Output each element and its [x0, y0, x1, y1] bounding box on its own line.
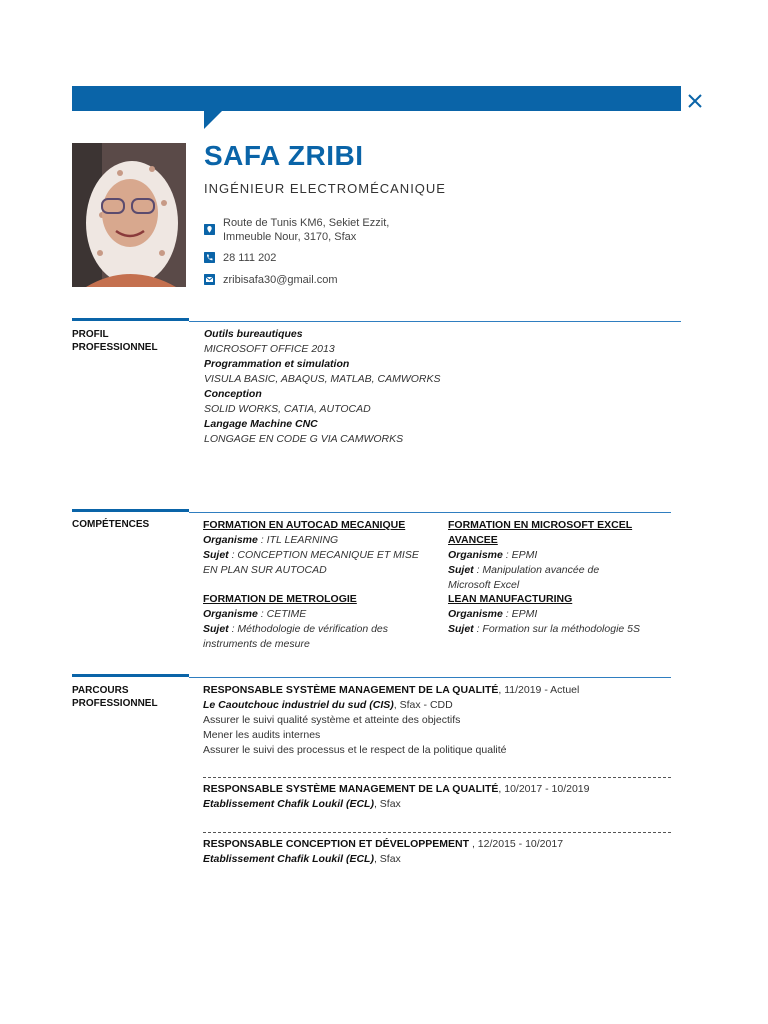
label-line: PROFESSIONNEL: [72, 698, 158, 709]
section-divider: [189, 677, 671, 678]
address-line-2: Immeuble Nour, 3170, Sfax: [223, 231, 357, 243]
profil-detail: VISULA BASIC, ABAQUS, MATLAB, CAMWORKS: [204, 373, 441, 385]
subject-value: : Manipulation avancée de: [473, 564, 600, 576]
section-accent-bar: [72, 318, 189, 321]
job-entry: [203, 782, 673, 812]
org-label: Organisme: [448, 608, 503, 620]
profil-heading: Conception: [204, 388, 262, 400]
job-period: , 10/2017 - 10/2019: [498, 783, 590, 795]
competence-title: FORMATION EN AUTOCAD MECANIQUE: [203, 519, 406, 531]
job-period: , 11/2019 - Actuel: [498, 684, 580, 696]
job-company: Etablissement Chafik Loukil (ECL): [203, 798, 374, 810]
job-entry: [203, 683, 673, 758]
org-label: Organisme: [203, 608, 258, 620]
profil-heading: Programmation et simulation: [204, 358, 350, 370]
subject-value: : Formation sur la méthodologie 5S: [473, 623, 641, 635]
job-entry: [203, 837, 673, 867]
section-label-profil: [72, 328, 158, 354]
job-location: , Sfax: [373, 853, 401, 865]
job-location: , Sfax - CDD: [393, 699, 453, 711]
profil-list: [204, 327, 441, 447]
section-divider: [189, 512, 671, 513]
profil-detail: LONGAGE EN CODE G VIA CAMWORKS: [204, 433, 404, 445]
profil-heading: Outils bureautiques: [204, 328, 303, 340]
section-label-parcours: [72, 684, 158, 710]
section-label-competences: COMPÉTENCES: [72, 519, 150, 530]
competence-title: FORMATION EN MICROSOFT EXCEL: [448, 519, 633, 531]
phone-icon: [204, 252, 215, 263]
job-location: , Sfax: [373, 798, 401, 810]
job-position: RESPONSABLE SYSTÈME MANAGEMENT DE LA QUALITÉ: [203, 684, 499, 696]
subject-label: Sujet: [203, 549, 229, 561]
org-value: : CETIME: [257, 608, 307, 620]
org-value: : ITL LEARNING: [257, 534, 339, 546]
address: [223, 216, 389, 244]
label-line: PROFIL: [72, 329, 109, 340]
phone-number[interactable]: 28 111 202: [223, 252, 277, 264]
header-band-notch: [204, 111, 222, 129]
subject-label: Sujet: [448, 623, 474, 635]
job-period: , 12/2015 - 10/2017: [469, 838, 564, 850]
job-separator: [203, 832, 671, 833]
job-company: Le Caoutchouc industriel du sud (CIS): [203, 699, 394, 711]
competence-item: [448, 592, 678, 637]
org-label: Organisme: [203, 534, 258, 546]
subject-label: Sujet: [448, 564, 474, 576]
subject-label: Sujet: [203, 623, 229, 635]
location-pin-icon: [204, 224, 215, 235]
competence-item: [448, 518, 678, 593]
job-separator: [203, 777, 671, 778]
competence-item: [203, 518, 435, 578]
header-band: [72, 86, 681, 111]
section-accent-bar: [72, 674, 189, 677]
job-position: RESPONSABLE CONCEPTION ET DÉVELOPPEMENT: [203, 838, 470, 850]
section-divider: [189, 321, 681, 322]
competence-title: LEAN MANUFACTURING: [448, 593, 573, 605]
subject-value-cont: instruments de mesure: [203, 638, 310, 650]
label-line: PROFESSIONNEL: [72, 342, 158, 353]
subject-value: : Méthodologie de vérification des: [228, 623, 389, 635]
label-line: PARCOURS: [72, 685, 129, 696]
job-task: Assurer le suivi qualité système et atteinte des objectifs: [203, 714, 461, 726]
candidate-name: SAFA ZRIBI: [204, 140, 364, 171]
job-task: Assurer le suivi des processus et le respect de la politique qualité: [203, 744, 507, 756]
close-icon[interactable]: [686, 92, 704, 110]
subject-value: : CONCEPTION MECANIQUE ET MISE: [228, 549, 419, 561]
profil-detail: MICROSOFT OFFICE 2013: [204, 343, 335, 355]
profile-photo: [72, 143, 186, 287]
org-value: : EPMI: [502, 549, 538, 561]
profil-heading: Langage Machine CNC: [204, 418, 318, 430]
org-value: : EPMI: [502, 608, 538, 620]
subject-value-cont: Microsoft Excel: [448, 579, 520, 591]
job-task: Mener les audits internes: [203, 729, 321, 741]
section-accent-bar: [72, 509, 189, 512]
org-label: Organisme: [448, 549, 503, 561]
competence-title-cont: AVANCEE: [448, 534, 498, 546]
job-position: RESPONSABLE SYSTÈME MANAGEMENT DE LA QUALITÉ: [203, 783, 499, 795]
job-company: Etablissement Chafik Loukil (ECL): [203, 853, 374, 865]
address-line-1: Route de Tunis KM6, Sekiet Ezzit,: [223, 217, 390, 229]
job-title: INGÉNIEUR ELECTROMÉCANIQUE: [204, 181, 446, 196]
email-address[interactable]: zribisafa30@gmail.com: [223, 274, 338, 286]
email-icon: [204, 274, 215, 285]
competence-item: [203, 592, 435, 652]
profil-detail: SOLID WORKS, CATIA, AUTOCAD: [204, 403, 371, 415]
subject-value-cont: EN PLAN SUR AUTOCAD: [203, 564, 327, 576]
competence-title: FORMATION DE METROLOGIE: [203, 593, 357, 605]
